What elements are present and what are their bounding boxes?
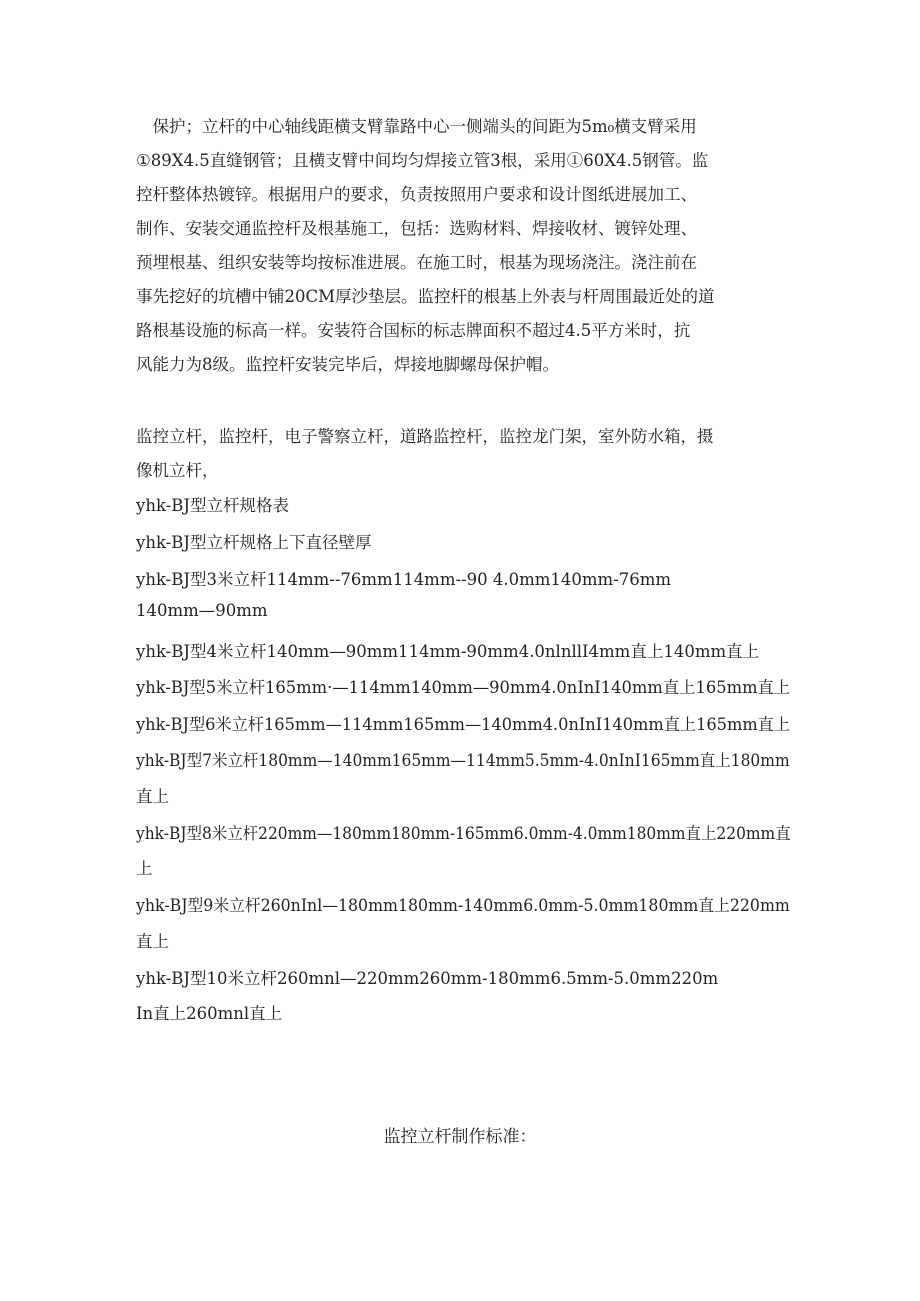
spec-line: yhk-BJ型5米立杆165mm·—114mm140mm—90mm4.0nInI140mm直上165mm直上 [136,678,791,697]
spec-line: yhk-BJ型立杆规格上下直径壁厚 [136,533,372,552]
paragraph-line: 保护；立杆的中心轴线距横支臂靠路中心一侧端头的间距为5m₀横支臂采用 [136,117,697,136]
spec-line: yhk-BJ型7米立杆180mm—140mm165mm—114mm5.5mm-4.0nInI165mm直上180mm [136,751,790,770]
spec-line: yhk-BJ型10米立杆260mnl—220mm260mm-180mm6.5mm-5.0mm220m [136,969,719,988]
section-heading: 监控立杆制作标准： [383,1127,537,1147]
intro-paragraph [136,110,786,382]
spec-line: 直上 [136,932,169,951]
paragraph-line: 像机立杆， [136,461,219,480]
spec-line: yhk-BJ型9米立杆260nInl—180mm180mm-140mm6.0mm-5.0mm180mm直上220mm [136,896,790,915]
keywords-paragraph [136,420,786,488]
paragraph-line: 监控立杆，监控杆，电子警察立杆，道路监控杆，监控龙门架，室外防水箱，摄 [136,427,714,446]
paragraph-line: 风能力为8级。监控杆安装完毕后，焊接地脚螺母保护帽。 [136,355,559,374]
spec-line: 上 [136,859,153,878]
paragraph-line: 路根基设施的标高一样。安装符合国标的标志牌面积不超过4.5平方米时，抗 [136,321,691,340]
spec-line: yhk-BJ型4米立杆140mm—90mm114mm-90mm4.0nlnllI4mm直上140mm直上 [136,642,760,661]
spec-line: In直上260mnl直上 [136,1004,283,1023]
spec-line: yhk-BJ型6米立杆165mm—114mm165mm—140mm4.0nInI140mm直上165mm直上 [136,715,791,734]
spec-line: 直上 [136,787,169,806]
spec-line: 140mm—90mm [136,601,268,620]
spec-line: yhk-BJ型3米立杆114mm--76mm114mm--90 4.0mm140mm-76mm [136,570,672,589]
paragraph-line: 制作、安装交通监控杆及根基施工，包括：选购材料、焊接收材、镀锌处理、 [136,219,697,238]
paragraph-line: 预埋根基、组织安装等均按标准进展。在施工时，根基为现场浇注。浇注前在 [136,253,697,272]
paragraph-line: 事先挖好的坑槽中铺20CM厚沙垫层。监控杆的根基上外表与杆周围最近处的道 [136,287,715,306]
paragraph-line: 控杆整体热镀锌。根据用户的要求，负责按照用户要求和设计图纸进展加工、 [136,185,697,204]
spec-line: yhk-BJ型8米立杆220mm—180mm180mm-165mm6.0mm-4.0mm180mm直上220mm直 [136,824,791,843]
spec-line: yhk-BJ型立杆规格表 [136,496,289,515]
paragraph-line: ①89X4.5直缝钢管；且横支臂中间均匀焊接立管3根，采用①60X4.5钢管。监 [136,151,709,170]
